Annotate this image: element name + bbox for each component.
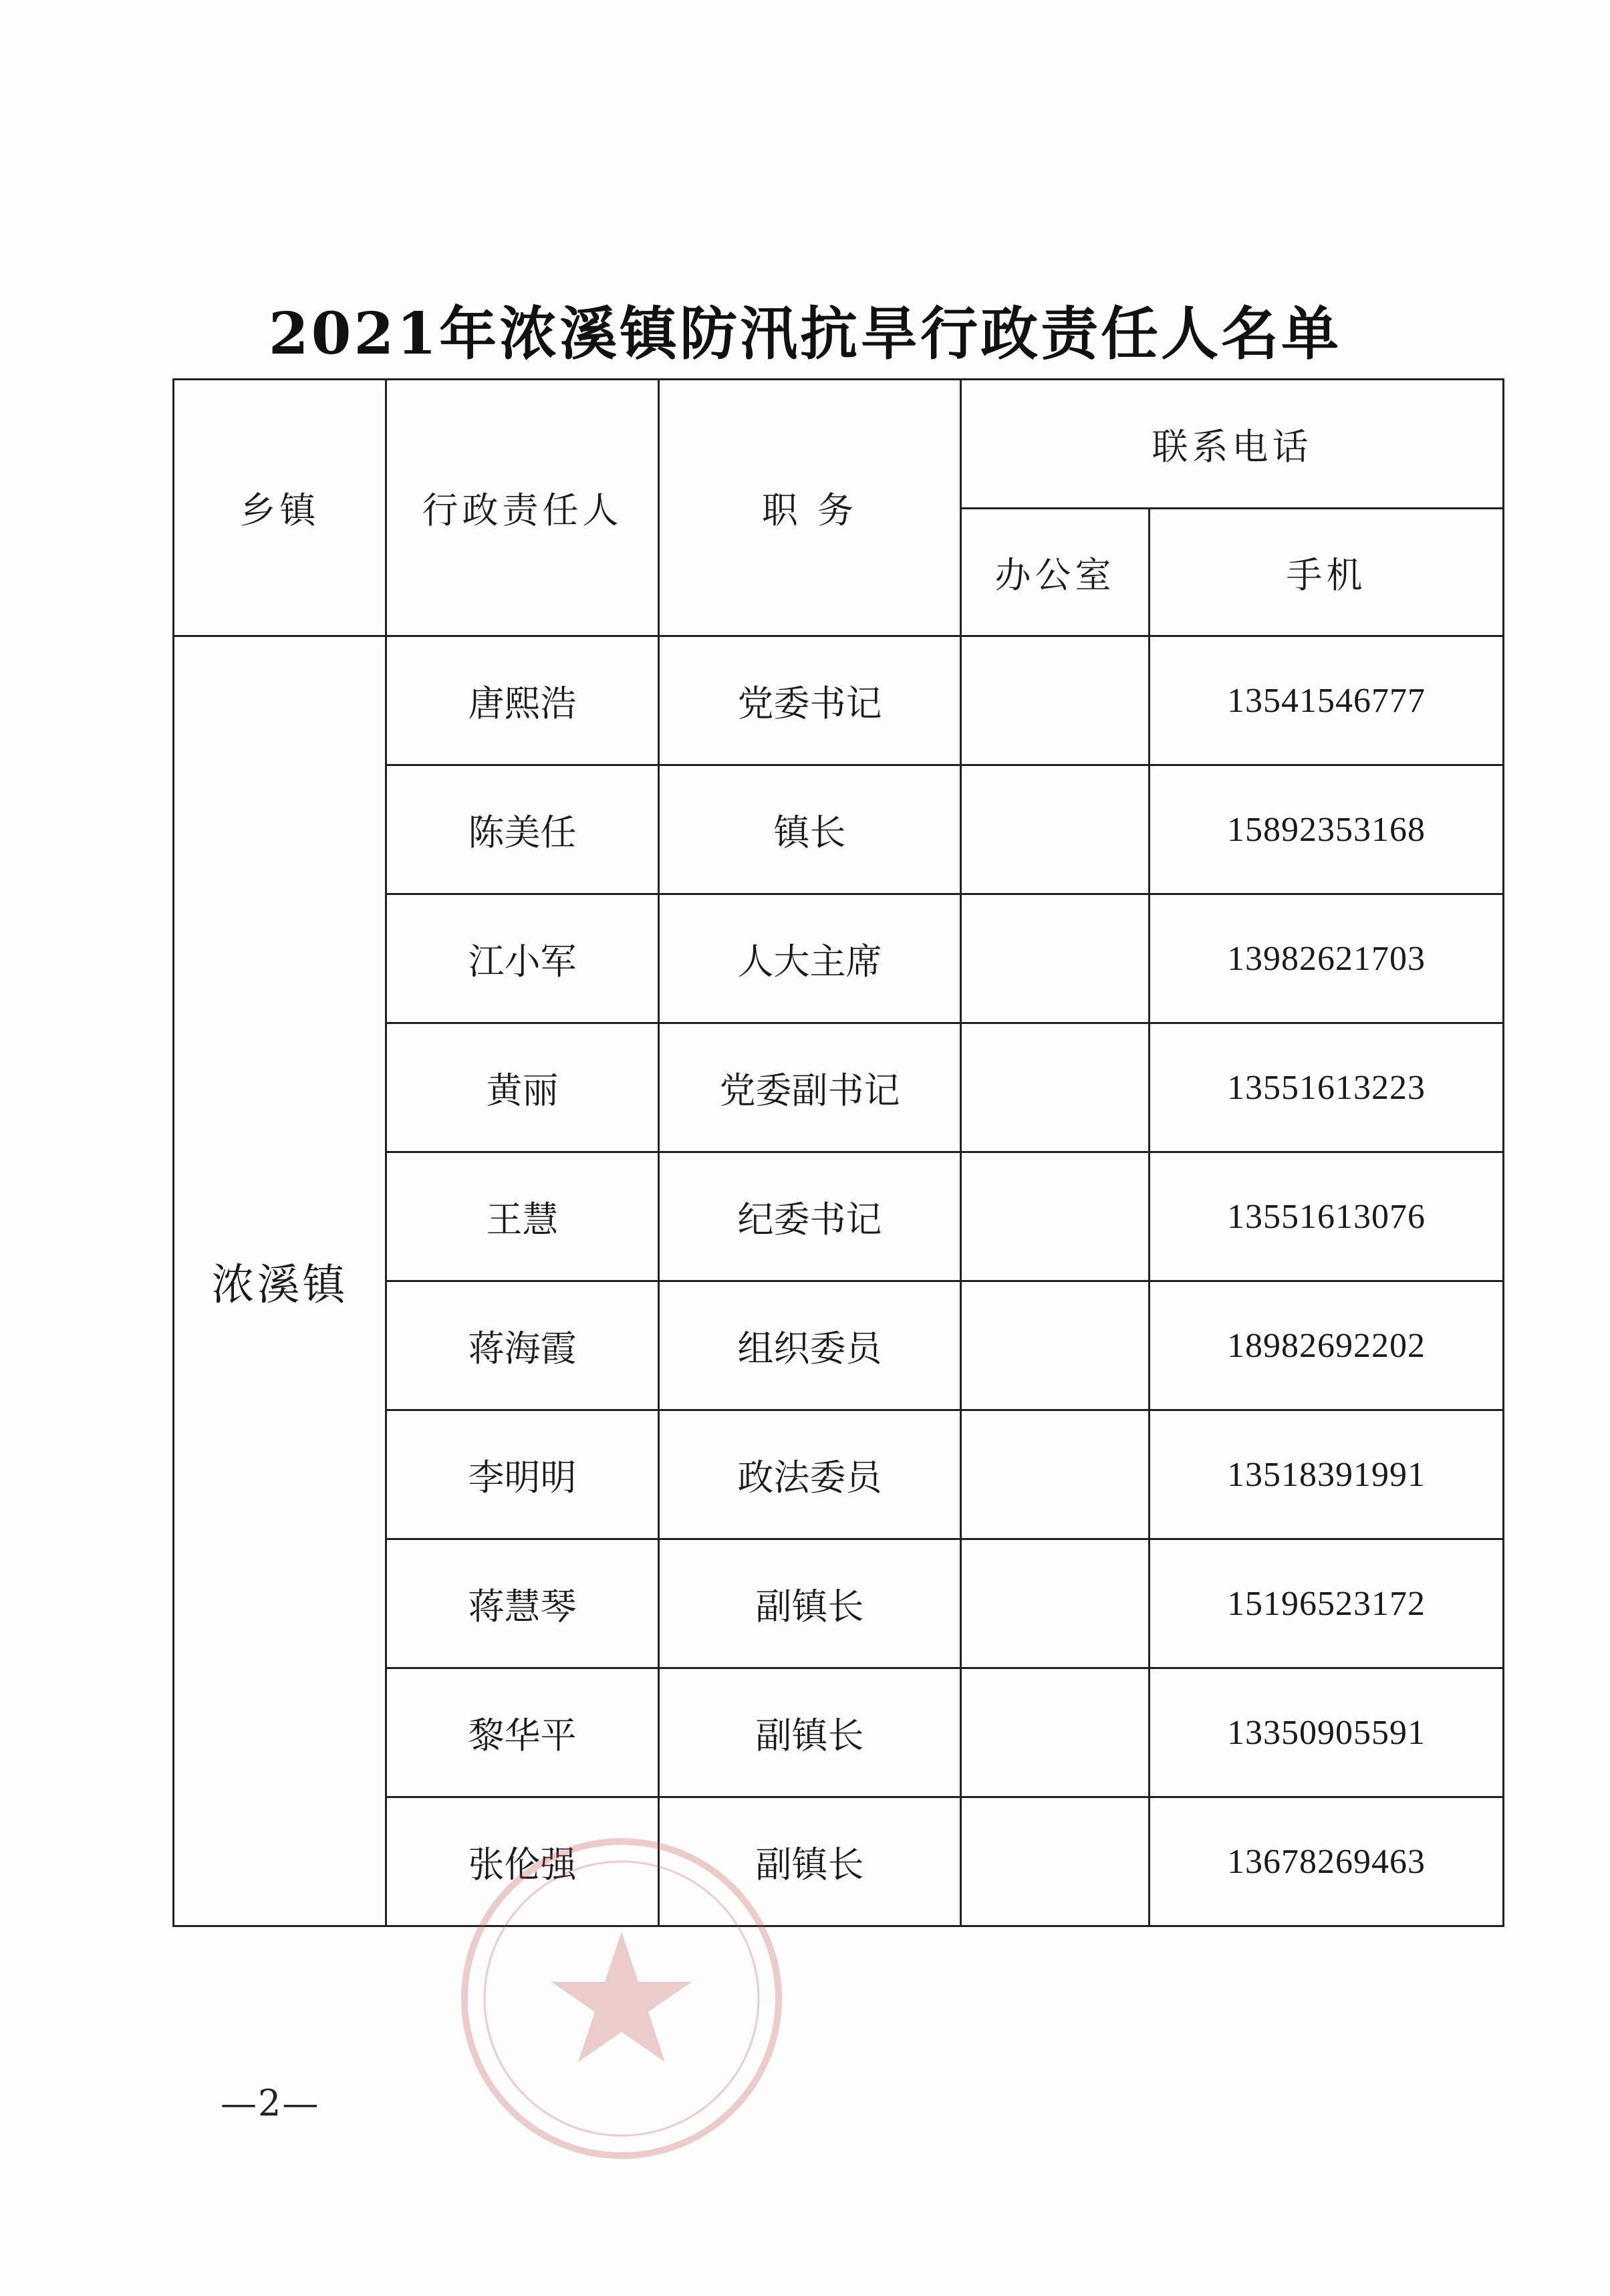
position-cell: 副镇长 [659,1797,961,1926]
office-phone-cell [961,636,1150,765]
mobile-phone-cell: 13982621703 [1150,894,1504,1023]
office-phone-cell [961,1152,1150,1281]
header-mobile: 手机 [1150,509,1504,636]
position-cell: 副镇长 [659,1668,961,1797]
person-name-cell: 张伦强 [386,1797,659,1926]
table-header-row [174,380,1504,509]
person-name-cell: 蒋慧琴 [386,1539,659,1668]
mobile-phone-cell: 13678269463 [1150,1797,1504,1926]
header-town: 乡镇 [174,380,386,636]
office-phone-cell [961,1023,1150,1152]
header-contact: 联系电话 [961,380,1504,509]
responsibility-table [172,378,1504,1927]
position-cell: 副镇长 [659,1539,961,1668]
header-position: 职 务 [659,380,961,636]
document-title: 2021年浓溪镇防汛抗旱行政责任人名单 [268,300,1342,368]
person-name-cell: 王慧 [386,1152,659,1281]
office-phone-cell [961,765,1150,894]
town-cell: 浓溪镇 [174,636,386,1926]
position-cell: 镇长 [659,765,961,894]
person-name-cell: 蒋海霞 [386,1281,659,1410]
mobile-phone-cell: 13350905591 [1150,1668,1504,1797]
person-name-cell: 黎华平 [386,1668,659,1797]
mobile-phone-cell: 15196523172 [1150,1539,1504,1668]
position-cell: 党委副书记 [659,1023,961,1152]
position-cell: 组织委员 [659,1281,961,1410]
person-name-cell: 陈美任 [386,765,659,894]
mobile-phone-cell: 13551613223 [1150,1023,1504,1152]
person-name-cell: 唐熙浩 [386,636,659,765]
header-office: 办公室 [961,509,1150,636]
office-phone-cell [961,1668,1150,1797]
position-cell: 党委书记 [659,636,961,765]
page-number: —2— [221,2082,320,2124]
mobile-phone-cell: 18982692202 [1150,1281,1504,1410]
mobile-phone-cell: 13518391991 [1150,1410,1504,1539]
person-name-cell: 李明明 [386,1410,659,1539]
position-cell: 纪委书记 [659,1152,961,1281]
person-name-cell: 江小军 [386,894,659,1023]
table-body [174,636,1504,1926]
position-cell: 人大主席 [659,894,961,1023]
mobile-phone-cell: 15892353168 [1150,765,1504,894]
official-seal-stamp [454,1831,789,2166]
header-person: 行政责任人 [386,380,659,636]
table-row [174,636,1504,765]
office-phone-cell [961,894,1150,1023]
position-cell: 政法委员 [659,1410,961,1539]
office-phone-cell [961,1539,1150,1668]
mobile-phone-cell: 13551613076 [1150,1152,1504,1281]
mobile-phone-cell: 13541546777 [1150,636,1504,765]
office-phone-cell [961,1797,1150,1926]
office-phone-cell [961,1281,1150,1410]
office-phone-cell [961,1410,1150,1539]
person-name-cell: 黄丽 [386,1023,659,1152]
